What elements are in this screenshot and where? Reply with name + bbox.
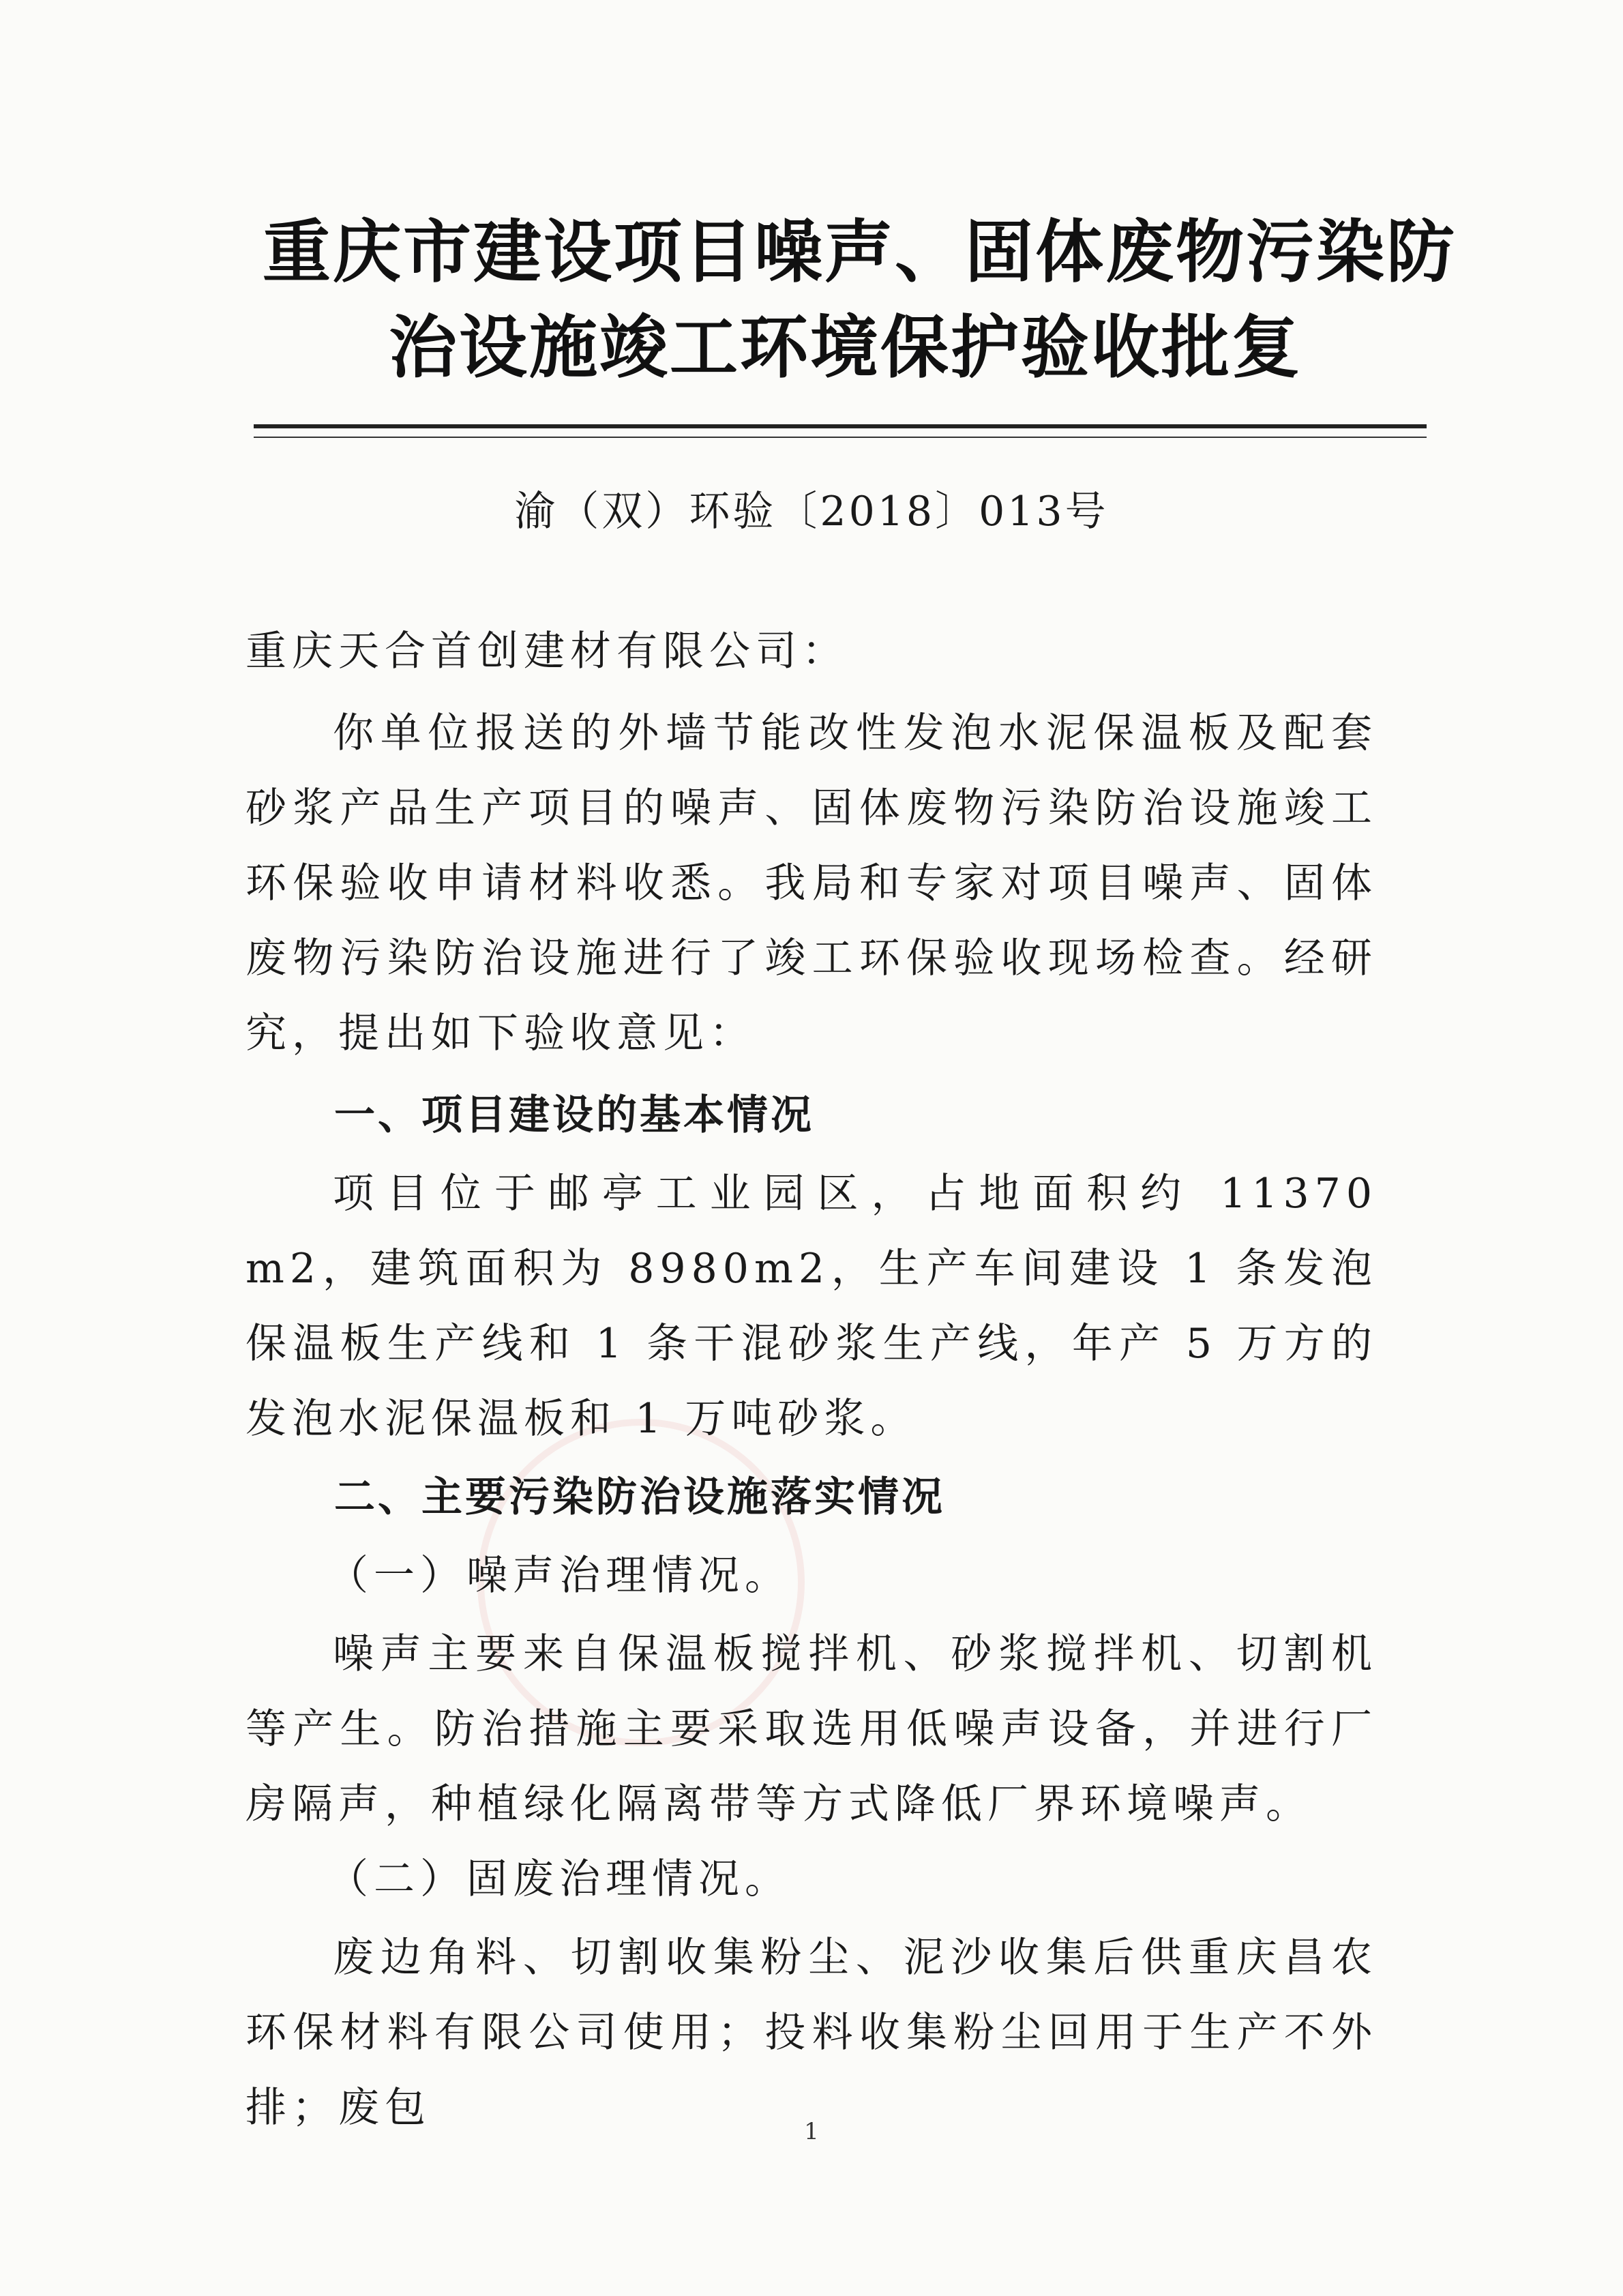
section-1-heading: 一、项目建设的基本情况 — [334, 1091, 814, 1139]
section-2-noise-body: 噪声主要来自保温板搅拌机、砂浆搅拌机、切割机等产生。防治措施主要采取选用低噪声设备，并进行厂房隔声，种植绿化隔离带等方式降低厂界环境噪声。 — [245, 1630, 1378, 1828]
section-2-subheading-noise: （一）噪声治理情况。 — [327, 1552, 791, 1600]
document-title-line-2: 治设施竣工环境保护验收批复 — [389, 308, 1302, 387]
intro-paragraph: 你单位报送的外墙节能改性发泡水泥保温板及配套砂浆产品生产项目的噪声、固体废物污染防治设施竣工环保验收申请材料收悉。我局和专家对项目噪声、固体废物污染防治设施进行了竣工环保验收现场检查。经研究，提出如下验收意见： — [245, 709, 1378, 1057]
document-number: 渝（双）环验〔2018〕013号 — [514, 488, 1109, 535]
section-2-solid-waste-body: 废边角料、切割收集粉尘、泥沙收集后供重庆昌农环保材料有限公司使用；投料收集粉尘回用于生产不外排；废包 — [245, 1934, 1378, 2132]
section-2-subheading-solid-waste: （二）固废治理情况。 — [327, 1855, 791, 1903]
addressee: 重庆天合首创建材有限公司： — [245, 628, 848, 675]
document-title-line-1: 重庆市建设项目噪声、固体废物污染防 — [263, 212, 1457, 292]
section-1-body: 项目位于邮亭工业园区，占地面积约 11370 m2，建筑面积为 8980m2，生产车间建设 1 条发泡保温板生产线和 1 条干混砂浆生产线，年产 5 万方的发泡水泥保温板和 1 万吨砂浆。 — [245, 1170, 1378, 1443]
title-divider-thin — [254, 437, 1427, 438]
title-divider-thick — [254, 424, 1427, 428]
page-number: 1 — [804, 2118, 819, 2145]
section-2-heading: 二、主要污染防治设施落实情况 — [334, 1473, 945, 1521]
